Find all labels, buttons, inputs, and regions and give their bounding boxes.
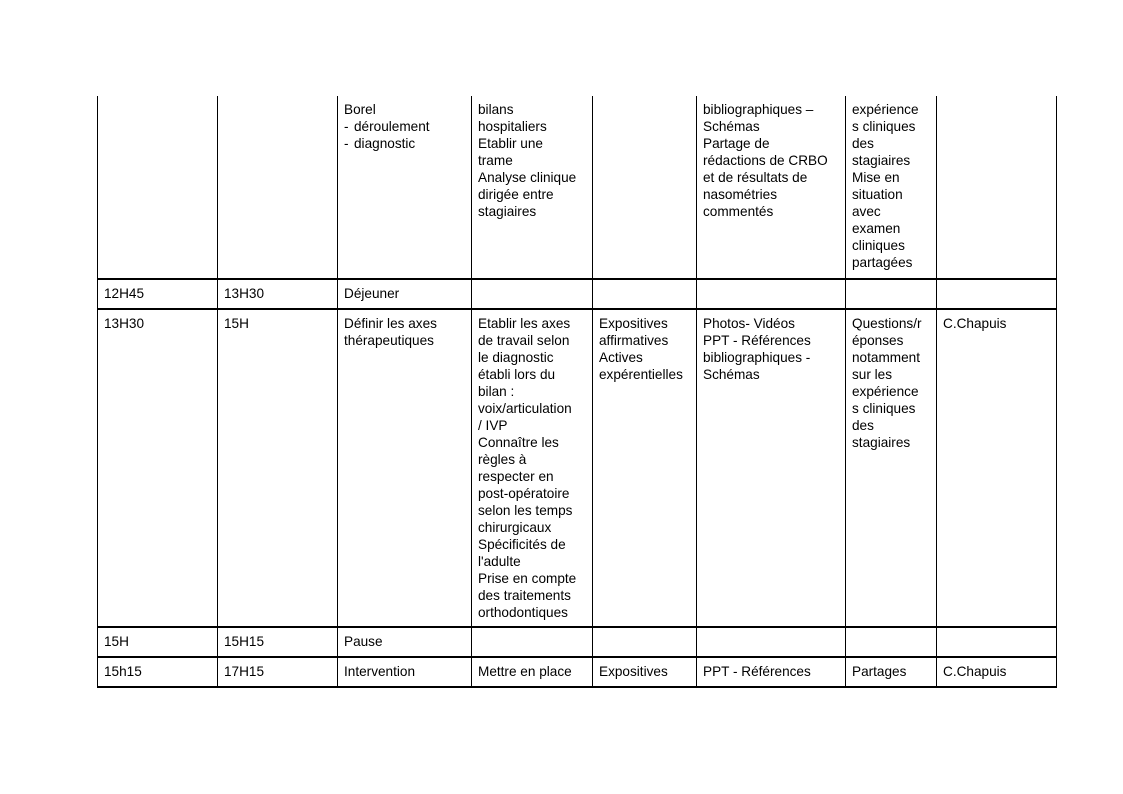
cell-end-time <box>218 96 338 279</box>
table-row <box>98 279 1057 309</box>
cell-supports: Photos- Vidéos PPT - Références bibliographiques - Schémas <box>697 309 846 627</box>
cell-speaker <box>937 627 1057 657</box>
list-item: - déroulement <box>344 118 466 135</box>
program-table <box>97 96 1057 688</box>
cell-objectives: Etablir les axes de travail selon le diagnostic établi lors du bilan : voix/articulation / IVP Connaître les règles à respecter en post-opératoire selon les temps chirurgicaux Spécificités de l'adulte Prise en compte des traitements orthodontiques <box>472 309 593 627</box>
cell-objectives: bilans hospitaliers Etablir une trame Analyse clinique dirigée entre stagiaires <box>472 96 593 279</box>
table-row <box>98 627 1057 657</box>
cell-start-time: 15H <box>98 627 218 657</box>
cell-end-time: 13H30 <box>218 279 338 309</box>
content-text: Borel <box>344 102 376 117</box>
cell-evaluation <box>846 279 937 309</box>
list-item: - diagnostic <box>344 135 466 152</box>
cell-content: Intervention <box>338 657 472 687</box>
cell-start-time <box>98 96 218 279</box>
cell-end-time: 15H15 <box>218 627 338 657</box>
cell-content: Pause <box>338 627 472 657</box>
cell-supports: bibliographiques – Schémas Partage de rédactions de CRBO et de résultats de nasométries commentés <box>697 96 846 279</box>
cell-evaluation: Questions/r éponses notamment sur les expérience s cliniques des stagiaires <box>846 309 937 627</box>
cell-speaker: C.Chapuis <box>937 657 1057 687</box>
cell-speaker <box>937 279 1057 309</box>
cell-evaluation: expérience s cliniques des stagiaires Mise en situation avec examen cliniques partagées <box>846 96 937 279</box>
cell-content <box>338 96 472 279</box>
cell-methods: Expositives <box>593 657 697 687</box>
table-row <box>98 657 1057 687</box>
cell-start-time: 13H30 <box>98 309 218 627</box>
cell-supports <box>697 279 846 309</box>
cell-speaker: C.Chapuis <box>937 309 1057 627</box>
cell-content: Déjeuner <box>338 279 472 309</box>
cell-objectives <box>472 627 593 657</box>
cell-start-time: 15h15 <box>98 657 218 687</box>
cell-speaker <box>937 96 1057 279</box>
cell-start-time: 12H45 <box>98 279 218 309</box>
cell-methods <box>593 627 697 657</box>
cell-objectives: Mettre en place <box>472 657 593 687</box>
cell-methods: Expositives affirmatives Actives expérentielles <box>593 309 697 627</box>
cell-content: Définir les axes thérapeutiques <box>338 309 472 627</box>
cell-evaluation: Partages <box>846 657 937 687</box>
cell-methods <box>593 279 697 309</box>
table-row <box>98 309 1057 627</box>
table-row <box>98 96 1057 279</box>
cell-end-time: 17H15 <box>218 657 338 687</box>
cell-objectives <box>472 279 593 309</box>
content-list <box>344 118 466 152</box>
cell-end-time: 15H <box>218 309 338 627</box>
cell-supports <box>697 627 846 657</box>
cell-evaluation <box>846 627 937 657</box>
cell-methods <box>593 96 697 279</box>
cell-supports: PPT - Références <box>697 657 846 687</box>
